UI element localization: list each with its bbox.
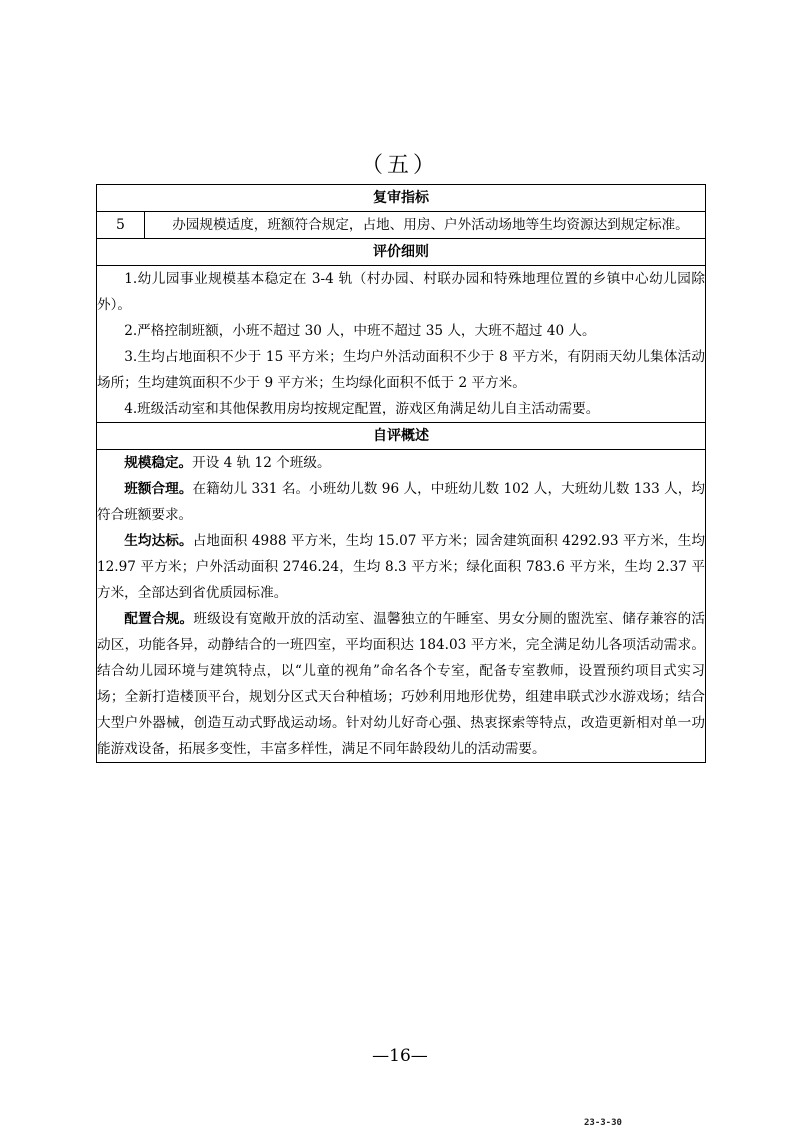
paragraph-text: 开设 4 轨 12 个班级。 xyxy=(192,455,331,471)
self-eval-paragraph xyxy=(97,450,705,476)
paragraph-lead: 生均达标。 xyxy=(124,533,193,549)
review-row xyxy=(97,212,706,239)
review-header: 复审指标 xyxy=(97,185,706,212)
page-number: —16— xyxy=(372,1046,428,1066)
criteria-item: 3.生均占地面积不少于 15 平方米；生均户外活动面积不少于 8 平方米，有阴雨天幼儿集体活动场所；生均建筑面积不少于 9 平方米；生均绿化面积不低于 2 平方米。 xyxy=(97,349,705,391)
paragraph-text: 占地面积 4988 平方米，生均 15.07 平方米；园舍建筑面积 4292.93 平方米，生均 12.97 平方米；户外活动面积 2746.24，生均 8.3 平方米；绿化面积 783.6 平方米，生均 2.37 平方米，全部达到省优质园标准。 xyxy=(97,533,706,601)
self-eval-paragraph xyxy=(97,528,705,606)
paragraph-text: 班级设有宽敞开放的活动室、温馨独立的午睡室、男女分厕的盥洗室、储存兼容的活动区，功能各异，动静结合的一班四室，平均面积达 184.03 平方米，完全满足幼儿各项活动需求。结合幼儿园环境与建筑特点，以“儿童的视角”命名各个专室，配备专室教师，设置预约项目式实习场；全新打造楼顶平台，规划分区式天台种植场；巧妙利用地形优势，组建串联式沙水游戏场；结合大型户外器械，创造互动式野战运动场。针对幼儿好奇心强、热衷探索等特点，改造更新相对单一功能游戏设备，拓展多变性，丰富多样性，满足不同年龄段幼儿的活动需要。 xyxy=(97,611,706,757)
criteria-header-row xyxy=(97,239,706,266)
paragraph-lead: 配置合规。 xyxy=(124,611,194,627)
date-stamp: 23-3-30 xyxy=(584,1118,622,1128)
criteria-row xyxy=(97,266,706,423)
self-eval-header: 自评概述 xyxy=(97,423,706,450)
paragraph-text: 在籍幼儿 331 名。小班幼儿数 96 人，中班幼儿数 102 人，大班幼儿数 133 人，均符合班额要求。 xyxy=(97,481,706,523)
review-number: 5 xyxy=(97,212,145,239)
criteria-item: 4.班级活动室和其他保教用房均按规定配置，游戏区角满足幼儿自主活动需要。 xyxy=(124,401,600,417)
criteria-item: 2.严格控制班额，小班不超过 30 人，中班不超过 35 人，大班不超过 40 人。 xyxy=(124,323,596,339)
review-text: 办园规模适度，班额符合规定，占地、用房、户外活动场地等生均资源达到规定标准。 xyxy=(172,217,689,233)
evaluation-table xyxy=(96,184,706,763)
criteria-item: 1.幼儿园事业规模基本稳定在 3-4 轨（村办园、村联办园和特殊地理位置的乡镇中心幼儿园除外）。 xyxy=(97,271,705,313)
review-header-row xyxy=(97,185,706,212)
self-eval-header-row xyxy=(97,423,706,450)
self-eval-cell xyxy=(97,450,706,763)
self-eval-paragraph xyxy=(97,606,705,762)
criteria-header: 评价细则 xyxy=(97,239,706,266)
paragraph-lead: 班额合理。 xyxy=(124,481,193,497)
section-title: （五） xyxy=(360,153,439,178)
self-eval-row xyxy=(97,450,706,763)
criteria-cell xyxy=(97,266,706,423)
paragraph-lead: 规模稳定。 xyxy=(124,455,193,471)
self-eval-paragraph xyxy=(97,476,705,528)
